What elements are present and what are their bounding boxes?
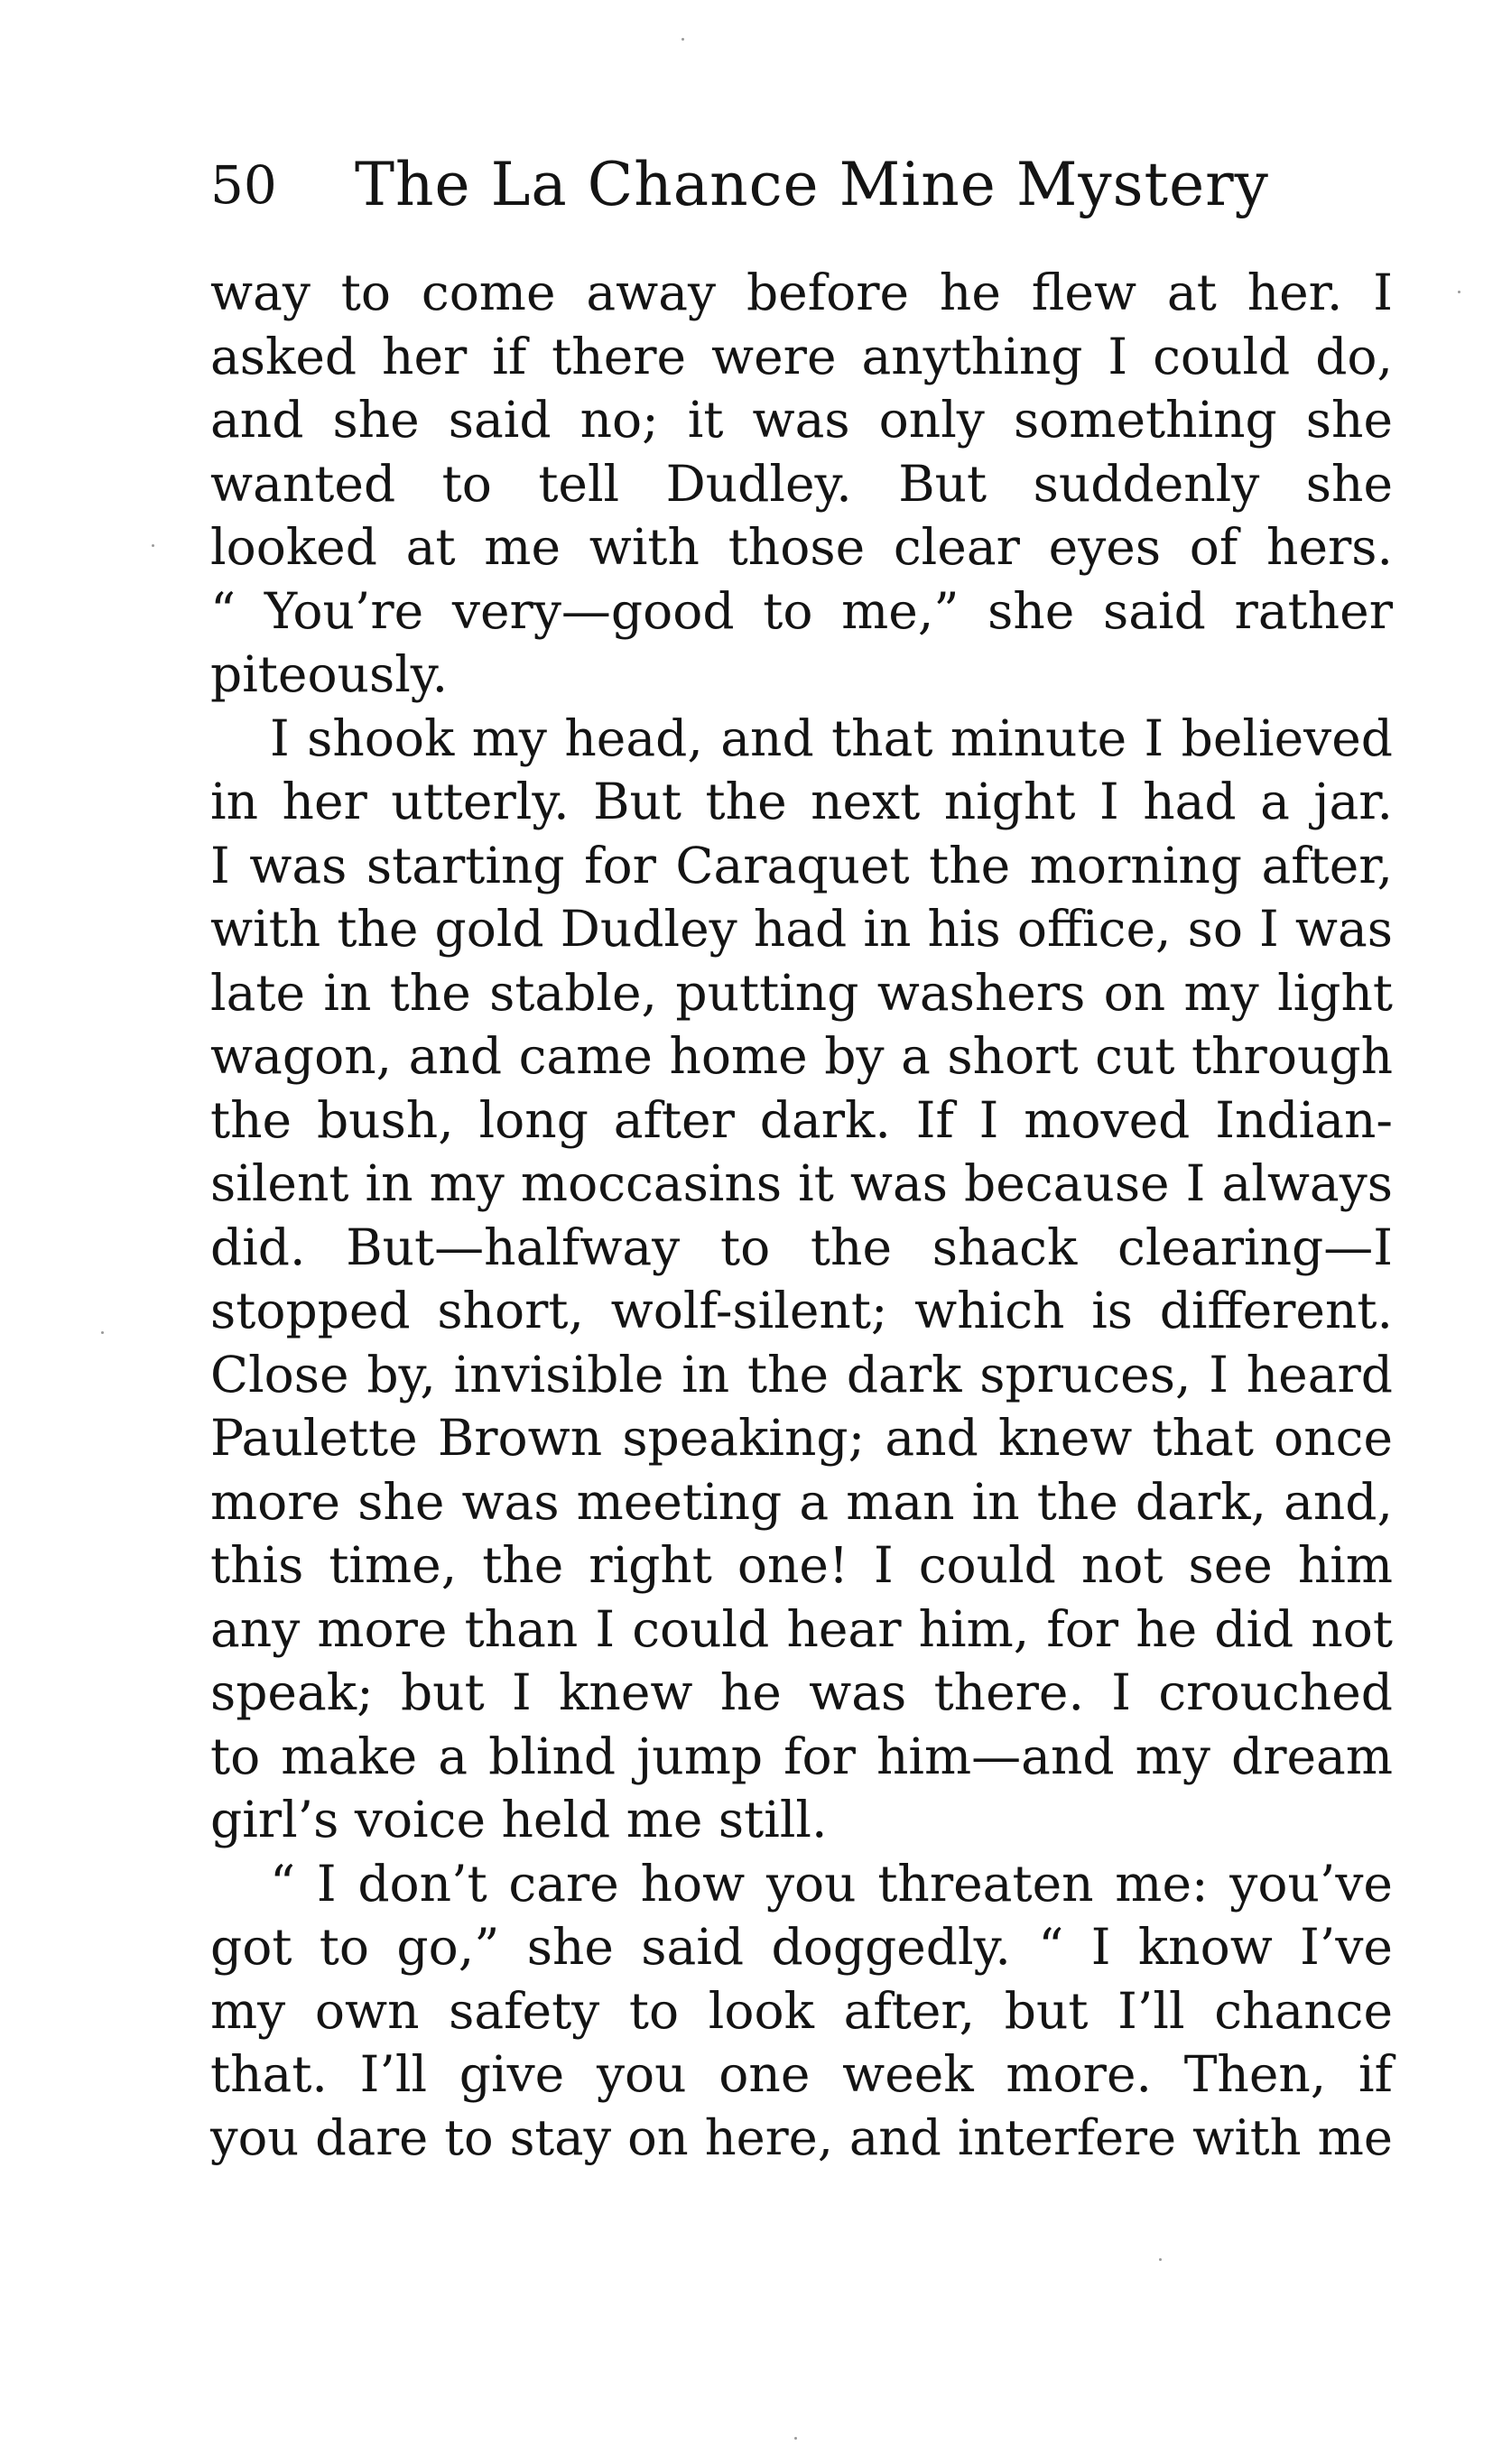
text-line: girl’s voice held me still.: [210, 1791, 828, 1848]
text-line: way to come away before he flew at her. I: [210, 264, 1393, 321]
text-line: “ I don’t care how you threaten me: you’ve: [270, 1854, 1393, 1913]
text-line: wanted to tell Dudley. But suddenly she: [210, 454, 1393, 513]
text-line: that. I’ll give you one week more. Then, if: [210, 2045, 1393, 2103]
text-line: looked at me with those clear eyes of hers.: [210, 518, 1393, 576]
text-line: silent in my moccasins it was because I always: [210, 1154, 1393, 1212]
text-line: piteously.: [210, 645, 449, 703]
text-line: and she said no; it was only something she: [210, 391, 1393, 449]
text-line: the bush, long after dark. If I moved Indian-: [210, 1090, 1393, 1149]
paper-speck: [1159, 2258, 1162, 2261]
text-line: in her utterly. But the next night I had a jar.: [210, 773, 1393, 830]
text-line: more she was meeting a man in the dark, and,: [210, 1472, 1393, 1531]
paper-speck: [152, 544, 154, 547]
text-line: “ You’re very—good to me,” she said rather: [210, 581, 1393, 640]
running-title: The La Chance Mine Mystery: [355, 150, 1269, 219]
text-line: my own safety to look after, but I’ll chance: [210, 1981, 1393, 2040]
text-line: wagon, and came home by a short cut through: [210, 1027, 1393, 1085]
text-line: asked her if there were anything I could do,: [210, 327, 1393, 385]
text-line: I shook my head, and that minute I believed: [270, 709, 1393, 767]
running-head: [210, 144, 1393, 226]
text-line: Paulette Brown speaking; and knew that once: [210, 1409, 1393, 1467]
text-line: stopped short, wolf-silent; which is different.: [210, 1282, 1393, 1339]
text-line: this time, the right one! I could not see him: [210, 1536, 1393, 1594]
paper-speck: [794, 2437, 797, 2440]
text-line: got to go,” she said doggedly. “ I know I’ve: [210, 1918, 1393, 1976]
paper-speck: [1458, 291, 1460, 293]
text-line: did. But—halfway to the shack clearing—I: [210, 1218, 1393, 1276]
text-line: to make a blind jump for him—and my dream: [210, 1727, 1393, 1785]
paper-speck: [681, 38, 684, 41]
text-line: I was starting for Caraquet the morning after,: [210, 836, 1393, 894]
text-line: speak; but I knew he was there. I crouched: [210, 1663, 1393, 1721]
page-number: 50: [210, 154, 277, 216]
text-line: with the gold Dudley had in his office, so I was: [210, 900, 1393, 958]
text-line: late in the stable, putting washers on my light: [210, 963, 1393, 1022]
paper-speck: [101, 1331, 104, 1334]
text-line: any more than I could hear him, for he did not: [210, 1599, 1393, 1658]
body-text: [210, 261, 1393, 2170]
text-line: Close by, invisible in the dark spruces, I heard: [210, 1345, 1393, 1403]
text-line: you dare to stay on here, and interfere with me: [210, 2108, 1393, 2166]
